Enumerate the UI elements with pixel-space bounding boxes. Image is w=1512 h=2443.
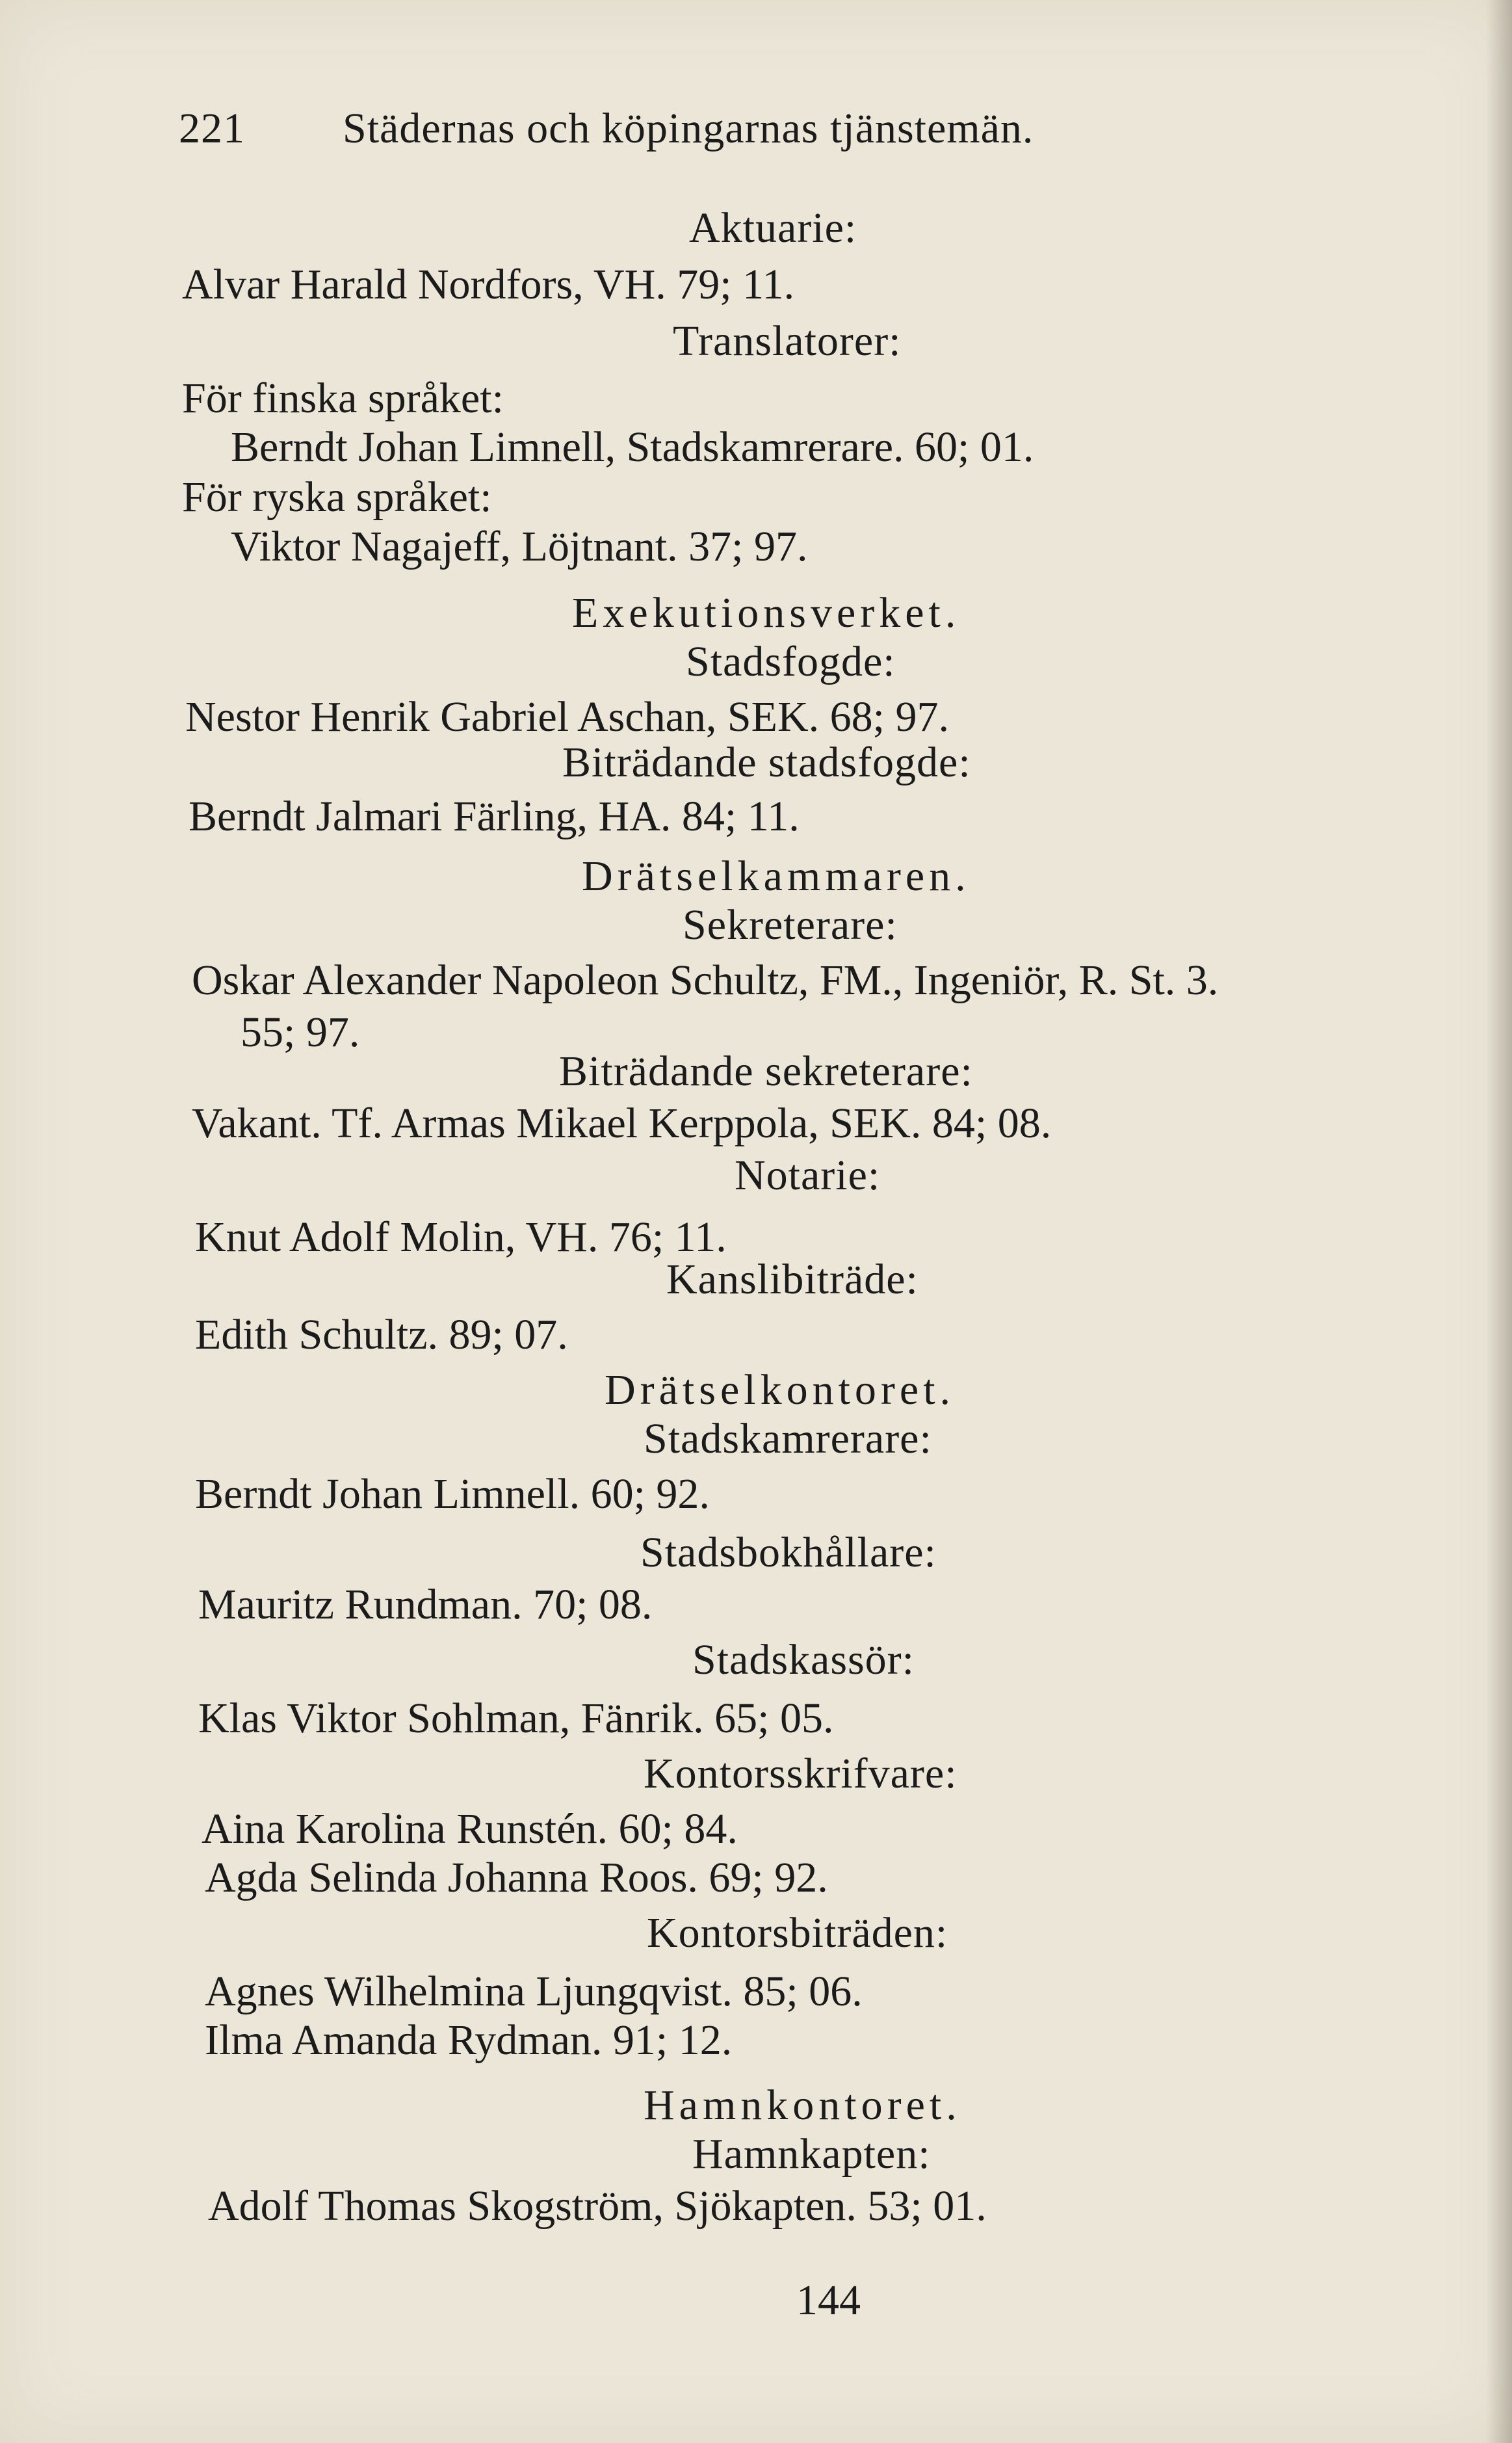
entry-line: För finska språket: <box>182 375 504 422</box>
section-heading-aktuarie: Aktuarie: <box>689 204 857 252</box>
signature-mark: 144 <box>796 2277 861 2324</box>
entry-line: Berndt Johan Limnell, Stadskamrerare. 60; 01. <box>231 423 1034 471</box>
entry-line: Nestor Henrik Gabriel Aschan, SEK. 68; 97. <box>185 693 949 741</box>
entry-line: Agda Selinda Johanna Roos. 69; 92. <box>205 1854 828 1901</box>
running-title: Städernas och köpingarnas tjänstemän. <box>343 105 1034 152</box>
department-heading-dratselkontoret: Drätselkontoret. <box>605 1366 956 1414</box>
department-heading-dratselkammaren: Drätselkammaren. <box>582 852 971 900</box>
entry-line: Klas Viktor Sohlman, Fänrik. 65; 05. <box>198 1695 834 1742</box>
section-heading-stadskamrerare: Stadskamrerare: <box>644 1415 932 1462</box>
section-heading-kanslibitrade: Kanslibiträde: <box>666 1256 919 1303</box>
entry-line: Adolf Thomas Skogström, Sjökapten. 53; 01. <box>208 2182 987 2230</box>
entry-line: 55; 97. <box>241 1009 360 1056</box>
section-heading-stadskassor: Stadskassör: <box>692 1636 915 1684</box>
section-heading-hamnkapten: Hamnkapten: <box>692 2130 931 2178</box>
section-heading-stadsbokhallare: Stadsbokhållare: <box>640 1529 937 1576</box>
section-heading-translatorer: Translatorer: <box>673 317 902 365</box>
page-number: 221 <box>179 105 245 152</box>
section-heading-kontorsbitraden: Kontorsbiträden: <box>647 1909 948 1957</box>
entry-line: Knut Adolf Molin, VH. 76; 11. <box>195 1213 727 1261</box>
entry-line: För ryska språket: <box>182 473 492 521</box>
entry-line: Mauritz Rundman. 70; 08. <box>198 1581 653 1628</box>
entry-line: Alvar Harald Nordfors, VH. 79; 11. <box>182 261 795 308</box>
page-edge-shadow <box>1486 0 1512 2443</box>
entry-line: Oskar Alexander Napoleon Schultz, FM., Ingeniör, R. St. 3. <box>192 957 1219 1004</box>
entry-line: Ilma Amanda Rydman. 91; 12. <box>205 2016 733 2064</box>
entry-line: Berndt Jalmari Färling, HA. 84; 11. <box>189 793 800 840</box>
entry-line: Vakant. Tf. Armas Mikael Kerppola, SEK. 84; 08. <box>192 1100 1052 1147</box>
entry-line: Edith Schultz. 89; 07. <box>195 1311 568 1358</box>
entry-line: Viktor Nagajeff, Löjtnant. 37; 97. <box>231 523 808 570</box>
section-heading-bitradande-sekreterare: Biträdande sekreterare: <box>559 1048 973 1095</box>
entry-line: Agnes Wilhelmina Ljungqvist. 85; 06. <box>205 1968 863 2015</box>
section-heading-kontorsskrifvare: Kontorsskrifvare: <box>644 1750 958 1797</box>
section-heading-bitradande-stadsfogde: Biträdande stadsfogde: <box>562 739 971 786</box>
entry-line: Berndt Johan Limnell. 60; 92. <box>195 1470 710 1518</box>
entry-line: Aina Karolina Runstén. 60; 84. <box>202 1805 738 1853</box>
section-heading-notarie: Notarie: <box>735 1152 881 1199</box>
section-heading-stadsfogde: Stadsfogde: <box>686 638 896 685</box>
department-heading-hamnkontoret: Hamnkontoret. <box>644 2081 961 2129</box>
department-heading-exekutionsverket: Exekutionsverket. <box>572 589 961 637</box>
section-heading-sekreterare: Sekreterare: <box>683 901 898 949</box>
running-header <box>179 104 1034 153</box>
